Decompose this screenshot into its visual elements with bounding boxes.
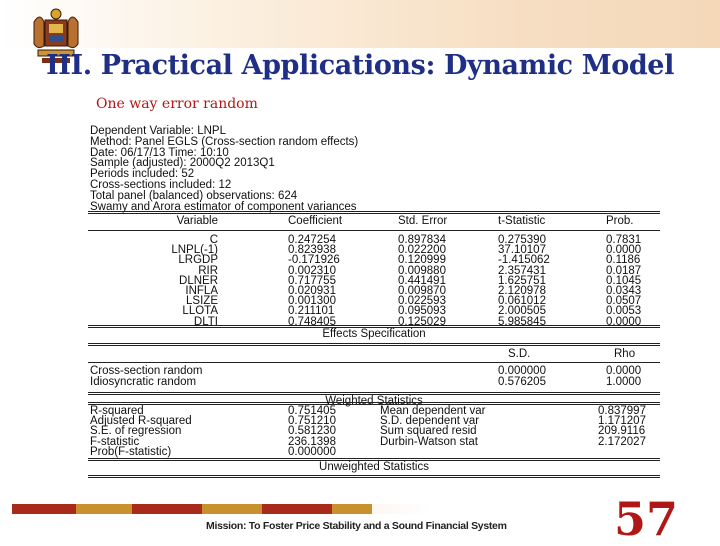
slide-subtitle: One way error random (96, 96, 258, 112)
coef-value: 0.748405 (288, 315, 336, 328)
divider (88, 230, 660, 231)
coef-variable: DLTI (193, 315, 218, 328)
stat-value-2: 1.171207 (598, 415, 646, 428)
stat-label-2: Durbin-Watson stat (380, 435, 478, 448)
stat-label-2: Sum squared resid (380, 425, 477, 438)
coef-variable: DLNER (179, 274, 218, 287)
stat-value: 0.751405 (288, 405, 336, 417)
coef-std-error: 0.125029 (398, 315, 446, 328)
coef-value: 0.247254 (288, 234, 336, 246)
stat-value: 0.751210 (288, 415, 336, 428)
divider (88, 475, 660, 478)
stat-value-2: 209.9116 (598, 425, 646, 438)
coef-prob: 0.1186 (606, 254, 641, 267)
coef-variable: C (209, 234, 218, 246)
coef-value: 0.717755 (288, 274, 336, 287)
col-prob: Prob. (606, 215, 634, 227)
coef-prob: 0.0053 (606, 305, 642, 318)
coef-prob: 0.7831 (606, 234, 642, 246)
coef-t-stat: 5.985845 (498, 315, 546, 328)
stat-label: S.E. of regression (90, 425, 182, 438)
stat-value: 236.1398 (288, 435, 336, 448)
stat-label-2: S.D. dependent var (380, 415, 480, 428)
coef-variable: INFLA (185, 285, 218, 297)
coef-variable: LLOTA (182, 305, 218, 318)
stat-value-2: 0.837997 (598, 405, 646, 417)
coef-std-error: 0.022200 (398, 244, 446, 257)
effects-row: Idiosyncratic random 0.576205 1.0000 (90, 376, 642, 388)
page-number: 57 (614, 492, 679, 546)
stat-value: 0.000000 (288, 445, 336, 458)
coef-std-error: 0.022593 (398, 295, 446, 308)
coef-value: 0.823938 (288, 244, 336, 257)
coef-std-error: 0.009880 (398, 264, 446, 277)
header-line: Method: Panel EGLS (Cross-section random effects) (90, 135, 359, 148)
regression-output (88, 118, 660, 478)
header-line: Cross-sections included: 12 (90, 178, 232, 191)
coef-prob: 0.1045 (606, 274, 642, 287)
coef-prob: 0.0343 (606, 285, 642, 297)
coef-prob: 0.0187 (606, 264, 642, 277)
stat-label-2: Mean dependent var (380, 405, 486, 417)
coef-variable: RIR (198, 264, 218, 277)
coef-value: 0.211101 (288, 305, 335, 318)
coef-t-stat: 0.061012 (498, 295, 546, 308)
coef-value: 0.001300 (288, 295, 336, 308)
unweighted-title: Unweighted Statistics (319, 461, 429, 473)
weighted-title: Weighted Statistics (325, 395, 423, 407)
stat-label: Adjusted R-squared (90, 415, 192, 428)
header-band (0, 0, 720, 48)
coef-t-stat: 1.625751 (498, 274, 546, 287)
stat-label: R-squared (90, 405, 144, 417)
coef-t-stat: -1.415062 (498, 254, 550, 267)
coef-t-stat: 2.120978 (498, 285, 546, 297)
coef-t-stat: 37.10107 (498, 244, 546, 257)
header-line: Dependent Variable: LNPL (90, 125, 226, 137)
divider (88, 362, 660, 363)
coef-variable: LRGDP (178, 254, 218, 267)
col-coefficient: Coefficient (288, 215, 343, 227)
coef-t-stat: 0.275390 (498, 234, 546, 246)
coef-variable: LSIZE (186, 295, 218, 308)
effects-title-row (88, 329, 660, 340)
divider (88, 343, 660, 346)
effects-row: Cross-section random 0.000000 0.0000 (90, 365, 642, 377)
footer-band (12, 504, 712, 514)
header-line: Periods included: 52 (90, 168, 195, 181)
col-rho: Rho (614, 348, 636, 360)
stat-value-2: 2.172027 (598, 435, 646, 448)
effects-title: Effects Specification (322, 328, 426, 340)
coef-std-error: 0.441491 (398, 274, 446, 287)
coef-value: 0.002310 (288, 264, 336, 277)
coef-t-stat: 2.000505 (498, 305, 546, 318)
coef-std-error: 0.009870 (398, 285, 446, 297)
stat-label: F-statistic (90, 435, 140, 448)
header-line: Sample (adjusted): 2000Q2 2013Q1 (90, 157, 275, 170)
coef-prob: 0.0000 (606, 244, 642, 257)
output-header (90, 126, 358, 212)
coef-value: 0.020931 (288, 285, 336, 297)
divider (88, 402, 660, 405)
col-std-error: Std. Error (398, 215, 448, 227)
header-line: Date: 06/17/13 Time: 10:10 (90, 146, 229, 159)
page-title: III. Practical Applications: Dynamic Model (46, 50, 674, 81)
unweighted-title-row (88, 462, 660, 473)
coef-value: -0.171926 (288, 254, 340, 267)
coef-std-error: 0.897834 (398, 234, 446, 246)
header-line: Swamy and Arora estimator of component variances (90, 200, 357, 213)
stat-label: Prob(F-statistic) (90, 445, 172, 458)
coef-std-error: 0.120999 (398, 254, 446, 267)
coef-t-stat: 2.357431 (498, 264, 546, 277)
col-sd: S.D. (508, 348, 531, 360)
coef-prob: 0.0507 (606, 295, 642, 308)
header-line: Total panel (balanced) observations: 624 (90, 189, 298, 202)
weighted-row (88, 447, 660, 458)
col-variable: Variable (176, 215, 218, 227)
divider (88, 211, 660, 214)
effects-header (88, 349, 660, 360)
coef-std-error: 0.095093 (398, 305, 446, 318)
coef-table-header (88, 216, 660, 227)
coef-variable: LNPL(-1) (171, 244, 218, 257)
mission-statement: Mission: To Foster Price Stability and a Sound Financial System (206, 520, 507, 532)
coef-prob: 0.0000 (606, 315, 642, 328)
col-t-stat: t-Statistic (498, 215, 546, 227)
stat-value: 0.581230 (288, 425, 336, 438)
